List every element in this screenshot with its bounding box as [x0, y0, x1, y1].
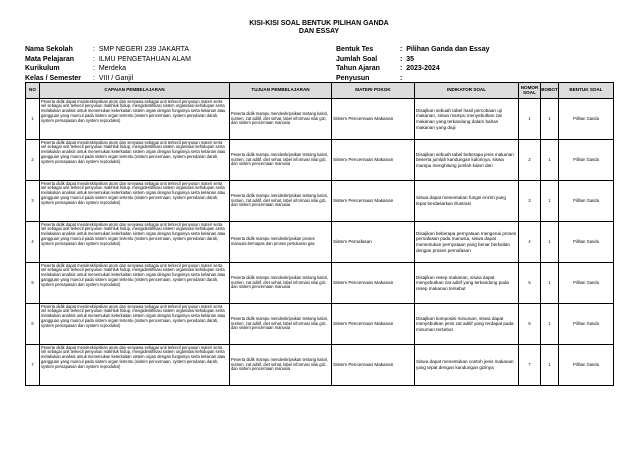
cell-tp: Peserta didik mampu mendeskripsikan proses manusia bernapas dan proses pertukaran gas — [230, 222, 332, 263]
cell-cp: Peserta didik dapat mendeskripsikan atom dan senyawa sebagai unit terkecil penyusun materi serta sel sebagai unit terkecil penyusun makhluk hidup, mengidentifikasi sistem organisasi kehidupan serta melakukan analisis untuk menemukan keterkaitan sistem organ dengan fungsinya serta kelainan atau gangguan yang muncul pada sistem organ tertentu (sistem pencernaan, system peredaran darah, system pernapasan dan system reproduksi) — [40, 222, 230, 263]
cell-nomor: 1 — [519, 99, 541, 140]
meta-test-form: Bentuk Tes : Pilihan Ganda dan Essay — [336, 46, 490, 53]
cell-cp: Peserta didik dapat mendeskripsikan atom dan senyawa sebagai unit terkecil penyusun materi serta sel sebagai unit terkecil penyusun makhluk hidup, mengidentifikasi sistem organisasi kehidupan serta melakukan analisis untuk menemukan keterkaitan sistem organ dengan fungsinya serta kelainan atau gangguan yang muncul pada sistem organ tertentu (sistem pencernaan, system peredaran darah, system pernapasan dan system reproduksi) — [40, 140, 230, 181]
cell-tp: Peserta didik mampu mendeskripsikan tentang kalori, nutrien, zat aditif, diet sehat, label informasi nilai gizi, dan sistem pencernaan manusia — [230, 99, 332, 140]
meta-school: Nama Sekolah : SMP NEGERI 239 JAKARTA — [25, 46, 190, 53]
cell-materi: Sistem Pencernaan Makanan — [332, 304, 415, 345]
cell-bentuk: Pilihan Ganda — [559, 304, 614, 345]
table-row — [26, 304, 614, 345]
title-line-1: KISI-KISI SOAL BENTUK PILIHAN GANDA — [249, 20, 389, 27]
cell-bentuk: Pilihan Ganda — [559, 140, 614, 181]
cell-nomor: 4 — [519, 222, 541, 263]
cell-indikator: Disajikan sebuah tabel beberapa jenis makanan beserta jumlah kandungan kalorinya, siswa mampu menghitung jumlah kalori dari — [415, 140, 519, 181]
meta-year: Tahun Ajaran : 2023-2024 — [336, 65, 440, 72]
col-header-materi: MATERI POKOK — [332, 83, 415, 99]
cell-bentuk: Pilihan Ganda — [559, 222, 614, 263]
cell-no: 7 — [26, 345, 40, 386]
cell-nomor: 7 — [519, 345, 541, 386]
cell-materi: Sistem Pencernaan Makanan — [332, 345, 415, 386]
cell-bentuk: Pilihan Ganda — [559, 263, 614, 304]
document-title — [0, 20, 638, 36]
table-row — [26, 345, 614, 386]
table-row — [26, 222, 614, 263]
table-row — [26, 181, 614, 222]
cell-materi: Sistem Pernafasan — [332, 222, 415, 263]
title-line-2: DAN ESSAY — [298, 28, 340, 35]
cell-indikator: Siswa dapat menentukan fungsi enzim yang tepat berdasarkan illustrasi — [415, 181, 519, 222]
meta-right — [336, 45, 490, 83]
cell-bobot: 1 — [541, 140, 559, 181]
cell-tp: Peserta didik mampu mendeskripsikan tentang kalori, nutrien, zat aditif, diet sehat, label informasi nilai gizi, dan sistem pencernaan manusia — [230, 304, 332, 345]
cell-cp: Peserta didik dapat mendeskripsikan atom dan senyawa sebagai unit terkecil penyusun materi serta sel sebagai unit terkecil penyusun makhluk hidup, mengidentifikasi sistem organisasi kehidupan serta melakukan analisis untuk menemukan keterkaitan sistem organ dengan fungsinya serta kelainan atau gangguan yang muncul pada sistem organ tertentu (sistem pencernaan, system peredaran darah, system pernapasan dan system reproduksi) — [40, 304, 230, 345]
table-row — [26, 263, 614, 304]
meta-class: Kelas / Semester : VIII / Ganjil — [25, 74, 134, 82]
cell-materi: Sistem Pencernaan Makanan — [332, 181, 415, 222]
cell-indikator: Siswa dapat menentukan contoh jenis makanan yang tepat dengan kandungan gizinya — [415, 345, 519, 386]
meta-author: Penyusun : — [336, 74, 403, 82]
cell-bentuk: Pilihan Ganda — [559, 181, 614, 222]
cell-materi: Sistem Pencernaan Makanan — [332, 140, 415, 181]
cell-nomor: 5 — [519, 263, 541, 304]
cell-bobot: 1 — [541, 304, 559, 345]
cell-cp: Peserta didik dapat mendeskripsikan atom dan senyawa sebagai unit terkecil penyusun materi serta sel sebagai unit terkecil penyusun makhluk hidup, mengidentifikasi sistem organisasi kehidupan serta melakukan analisis untuk menemukan keterkaitan sistem organ dengan fungsinya serta kelainan atau gangguan yang muncul pada sistem organ tertentu (sistem pencernaan, system peredaran darah, system pernapasan dan system reproduksi) — [40, 99, 230, 140]
cell-no: 2 — [26, 140, 40, 181]
col-header-cp: CAPAIAN PEMBELAJARAN — [40, 83, 230, 99]
cell-indikator: Disajikan sebuah tabel hasil percobaan uji makanan, siswa mampu menyebutkan zat makanan yang terkandung dalam bahan makanan yang diuji — [415, 99, 519, 140]
cell-indikator: Disajikan resep makanan, siswa dapat menyebutkan zat aditif yang terkandung pada resep makanan tersebut — [415, 263, 519, 304]
table-row — [26, 99, 614, 140]
cell-bobot: 1 — [541, 263, 559, 304]
cell-bobot: 1 — [541, 99, 559, 140]
col-header-tp: TUJUAN PEMBELAJARAN — [230, 83, 332, 99]
cell-tp: Peserta didik mampu mendeskripsikan tentang kalori, nutrien, zat aditif, diet sehat, label informasi nilai gizi, dan sistem pencernaan manusia — [230, 263, 332, 304]
meta-question-count: Jumlah Soal : 35 — [336, 55, 415, 63]
cell-tp: Peserta didik mampu mendeskripsikan tentang kalori, nutrien, zat aditif, diet sehat, label informasi nilai gizi, dan sistem pencernaan manusia — [230, 140, 332, 181]
cell-bobot: 1 — [541, 222, 559, 263]
cell-indikator: Disajikan komposisi minuman, siswa dapat menyebutkan jenis zat aditif yang terdapat pada minuman tersebut — [415, 304, 519, 345]
cell-materi: Sistem Pencernaan Makanan — [332, 99, 415, 140]
cell-cp: Peserta didik dapat mendeskripsikan atom dan senyawa sebagai unit terkecil penyusun materi serta sel sebagai unit terkecil penyusun makhluk hidup, mengidentifikasi sistem organisasi kehidupan serta melakukan analisis untuk menemukan keterkaitan sistem organ dengan fungsinya serta kelainan atau gangguan yang muncul pada sistem organ tertentu (sistem pencernaan, system peredaran darah, system pernapasan dan system reproduksi) — [40, 181, 230, 222]
cell-no: 3 — [26, 181, 40, 222]
kisi-kisi-table — [25, 82, 614, 386]
cell-no: 5 — [26, 263, 40, 304]
meta-subject: Mata Pelajaran : ILMU PENGETAHUAN ALAM — [25, 55, 191, 63]
cell-cp: Peserta didik dapat mendeskripsikan atom dan senyawa sebagai unit terkecil penyusun materi serta sel sebagai unit terkecil penyusun makhluk hidup, mengidentifikasi sistem organisasi kehidupan serta melakukan analisis untuk menemukan keterkaitan sistem organ dengan fungsinya serta kelainan atau gangguan yang muncul pada sistem organ tertentu (sistem pencernaan, system peredaran darah, system pernapasan dan system reproduksi) — [40, 345, 230, 386]
cell-nomor: 3 — [519, 181, 541, 222]
col-header-indikator: INDIKATOR SOAL — [415, 83, 519, 99]
col-header-bentuk: BENTUK SOAL — [559, 83, 614, 99]
cell-nomor: 2 — [519, 140, 541, 181]
cell-no: 1 — [26, 99, 40, 140]
table-header-row — [26, 83, 614, 99]
cell-tp: Peserta didik mampu mendeskripsikan tentang kalori, nutrien, zat aditif, diet sehat, label informasi nilai gizi, dan sistem pencernaan manusia — [230, 345, 332, 386]
col-header-no: NO — [26, 83, 40, 99]
cell-no: 6 — [26, 304, 40, 345]
col-header-nomor: NOMOR SOAL — [519, 83, 541, 99]
cell-bentuk: Pilihan Ganda — [559, 99, 614, 140]
cell-no: 4 — [26, 222, 40, 263]
meta-left — [25, 45, 191, 83]
cell-bobot: 1 — [541, 181, 559, 222]
col-header-bobot: BOBOT — [541, 83, 559, 99]
cell-bobot: 1 — [541, 345, 559, 386]
cell-materi: Sistem Pencernaan Makanan — [332, 263, 415, 304]
meta-curriculum: Kurikulum : Merdeka — [25, 65, 127, 72]
table-row — [26, 140, 614, 181]
cell-bentuk: Pilihan Ganda — [559, 345, 614, 386]
cell-cp: Peserta didik dapat mendeskripsikan atom dan senyawa sebagai unit terkecil penyusun materi serta sel sebagai unit terkecil penyusun makhluk hidup, mengidentifikasi sistem organisasi kehidupan serta melakukan analisis untuk menemukan keterkaitan sistem organ dengan fungsinya serta kelainan atau gangguan yang muncul pada sistem organ tertentu (sistem pencernaan, system peredaran darah, system pernapasan dan system reproduksi) — [40, 263, 230, 304]
cell-tp: Peserta didik mampu mendeskripsikan tentang kalori, nutrien, zat aditif, diet sehat, label informasi nilai gizi, dan sistem pencernaan manusia — [230, 181, 332, 222]
cell-indikator: Disajikan beberapa pernyataan mengenai proses pernafasan pada manusia, siswa dapat menentukan pernyataan yang benar berkaitan dengan proses pernafasan — [415, 222, 519, 263]
cell-nomor: 6 — [519, 304, 541, 345]
